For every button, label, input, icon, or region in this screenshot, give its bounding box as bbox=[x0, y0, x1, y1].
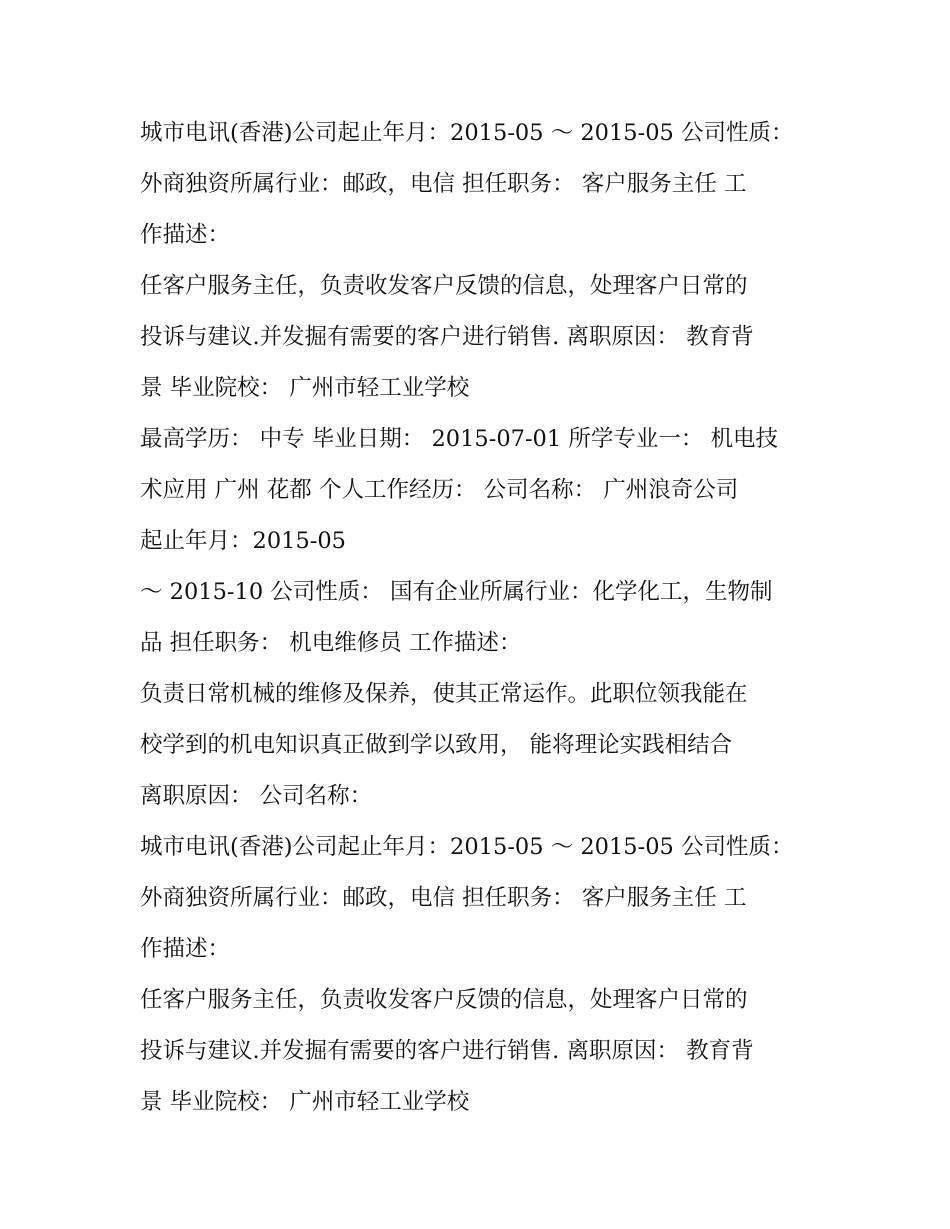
text-line: 外商独资所属行业：邮政，电信 担任职务： 客户服务主任 工 bbox=[140, 171, 747, 197]
text-line: 投诉与建议.并发掘有需要的客户进行销售. 离职原因： 教育背 bbox=[140, 1038, 754, 1064]
text-line: 景 毕业院校： 广州市轻工业学校 bbox=[140, 375, 470, 401]
text-line: 术应用 广州 花都 个人工作经历： 公司名称： 广州浪奇公司 bbox=[140, 477, 739, 503]
text-line: 任客户服务主任，负责收发客户反馈的信息，处理客户日常的 bbox=[140, 273, 748, 299]
text-line: 外商独资所属行业：邮政，电信 担任职务： 客户服务主任 工 bbox=[140, 885, 747, 911]
text-line: 品 担任职务： 机电维修员 工作描述： bbox=[140, 630, 522, 656]
text-line: 作描述： bbox=[140, 222, 231, 248]
text-line: 任客户服务主任，负责收发客户反馈的信息，处理客户日常的 bbox=[140, 987, 748, 1013]
text-line: 城市电讯(香港)公司起止年月：2015-05 ～ 2015-05 公司性质： bbox=[140, 120, 794, 146]
resume-text-body bbox=[140, 108, 820, 1128]
text-line: 作描述： bbox=[140, 936, 231, 962]
text-line: 负责日常机械的维修及保养，使其正常运作。此职位领我能在 bbox=[140, 681, 748, 707]
text-line: 起止年月：2015-05 bbox=[140, 528, 346, 554]
text-line: 最高学历： 中专 毕业日期： 2015-07-01 所学专业一： 机电技 bbox=[140, 426, 778, 452]
text-line: 离职原因： 公司名称： bbox=[140, 783, 373, 809]
text-line: 城市电讯(香港)公司起止年月：2015-05 ～ 2015-05 公司性质： bbox=[140, 834, 794, 860]
text-line: 投诉与建议.并发掘有需要的客户进行销售. 离职原因： 教育背 bbox=[140, 324, 754, 350]
text-line: 校学到的机电知识真正做到学以致用， 能将理论实践相结合 bbox=[140, 732, 733, 758]
text-line: 景 毕业院校： 广州市轻工业学校 bbox=[140, 1089, 470, 1115]
text-line: ～ 2015-10 公司性质： 国有企业所属行业：化学化工，生物制 bbox=[140, 579, 773, 605]
